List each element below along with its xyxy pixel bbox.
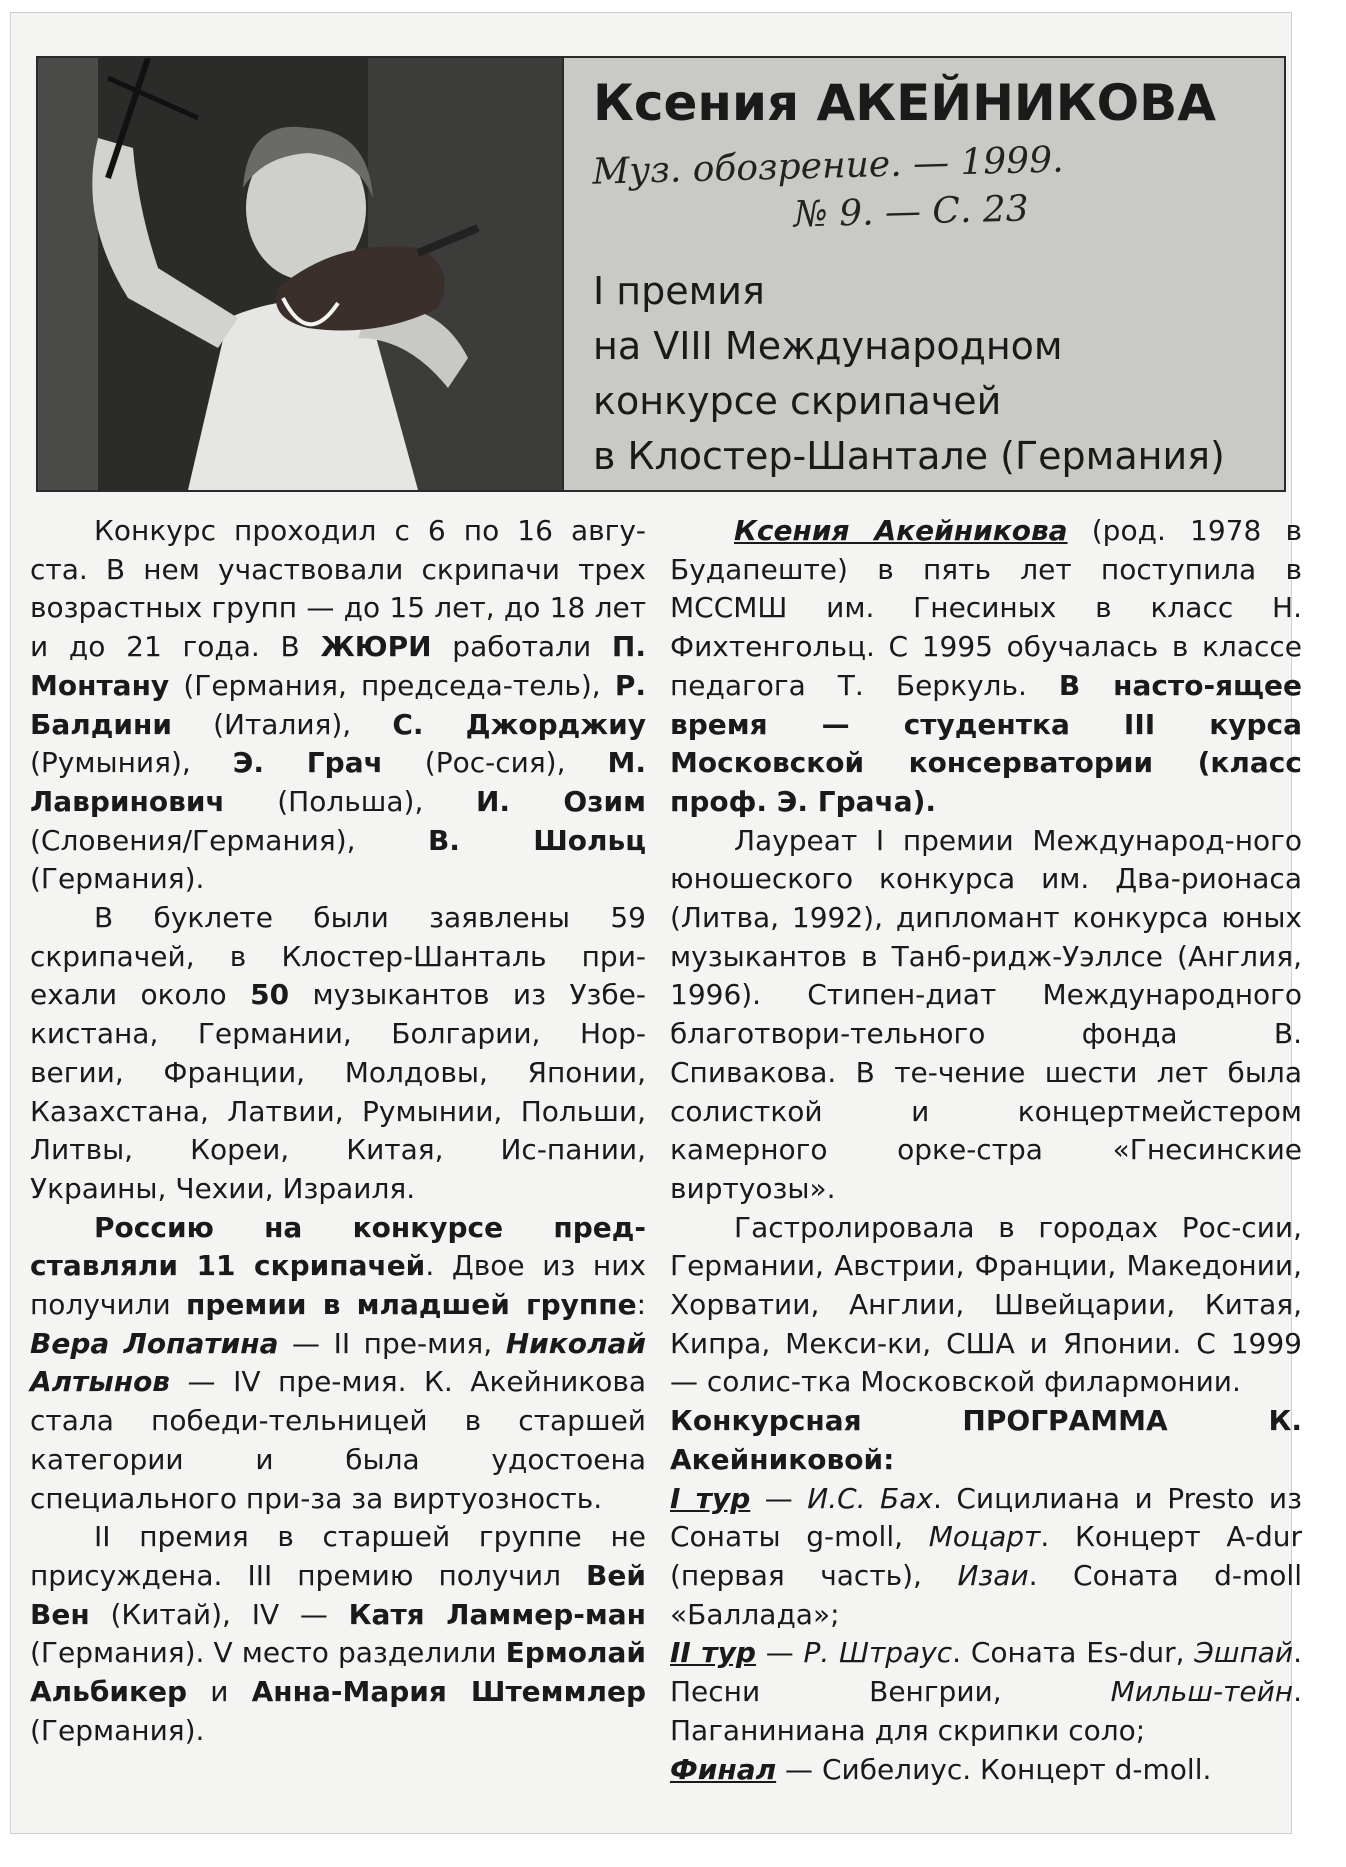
article-body: [30, 512, 1303, 1812]
paragraph-awards: Лауреат I премии Международ-ного юношеского конкурса им. Два-рионаса (Литва, 1992), дипломант конкурса юных музыкантов в Танб-ридж-Уэллсе (Англия, 1996). Стипен-диат Международного благотвори-тельного фонда В. Спивакова. В те-чение шести лет была солисткой и концертмейстером камерного орке-стра «Гнесинские виртуозы».: [670, 823, 1302, 1205]
program-final: Финал — Сибелиус. Концерт d-moll.: [670, 1752, 1212, 1786]
prize-line: в Клостер-Шантале (Германия): [593, 434, 1225, 478]
left-column: [30, 512, 646, 1751]
prize-line: на VIII Международном: [593, 324, 1063, 368]
handwritten-citation: [592, 131, 1264, 245]
citation-line-1: Муз. обозрение. — 1999.: [591, 139, 1065, 193]
prize-subtitle: [593, 264, 1263, 484]
program-tour-1: I тур — И.С. Бах. Сицилиана и Presto из Сонаты g-moll, Моцарт. Концерт A-dur (первая часть), Изаи. Соната d-moll «Баллада»;: [670, 1481, 1303, 1631]
prize-line: I премия: [593, 269, 765, 313]
header-text: [593, 72, 1263, 476]
violinist-photo: [38, 58, 564, 490]
violinist-illustration: [38, 58, 562, 490]
paragraph-russia: Россию на конкурсе пред-ставляли 11 скрипачей. Двое из них получили премии в младшей группе: Вера Лопатина — II пре-мия, Николай Алтынов — IV пре-мия. К. Акейникова стала победи-тельницей в старшей категории и была удостоена специального при-за за виртуозность.: [30, 1210, 647, 1515]
paragraph-participants: В буклете были заявлены 59 скрипачей, в Клостер-Шанталь при-ехали около 50 музыкантов из Узбе-кистана, Германии, Болгарии, Нор-вегии, Франции, Молдовы, Японии, Казахстана, Латвии, Румынии, Польши, Литвы, Кореи, Китая, Ис-пании, Украины, Чехии, Израиля.: [30, 901, 646, 1205]
artist-name: Ксения АКЕЙНИКОВА: [593, 74, 1216, 132]
paragraph-biography: Ксения Акейникова (род. 1978 в Будапеште) в пять лет поступила в МССМШ им. Гнесиных в класс Н. Фихтенгольц. С 1995 обучалась в классе педагога Т. Беркуль. В насто-ящее время — студентка III курса Московской консерватории (класс проф. Э. Грача).: [670, 514, 1302, 818]
program-title: Конкурсная ПРОГРАММА К. Акейниковой:: [670, 1404, 1302, 1476]
citation-line-2: № 9. — С. 23: [793, 188, 1030, 236]
program-tour-2: II тур — Р. Штраус. Соната Es-dur, Эшпай. Песни Венгрии, Мильш-тейн. Паганиниана для скрипки соло;: [670, 1636, 1303, 1747]
paragraph-competition: Конкурс проходил с 6 по 16 авгу- ста. В нем участвовали скрипачи трех возрастных групп — до 15 лет, до 18 лет и до 21 года. В ЖЮРИ работали П. Монтану (Германия, председа-тель), Р. Балдини (Италия), С. Джорджиу (Румыния), Э. Грач (Рос-сия), М. Лавринович (Польша), И. Озим (Словения/Германия), В. Шольц (Германия).: [30, 514, 647, 896]
right-column: [670, 512, 1302, 1789]
prize-line: конкурсе скрипачей: [593, 379, 1002, 423]
article-header: [36, 56, 1286, 492]
paragraph-results: II премия в старшей группе не присуждена. III премию получил Вей Вен (Китай), IV — Катя Ламмер-ман (Германия). V место разделили Ермолай Альбикер и Анна-Мария Штеммлер (Германия).: [30, 1520, 646, 1747]
paragraph-tours: Гастролировала в городах Рос-сии, Германии, Австрии, Франции, Македонии, Хорватии, Англии, Швейцарии, Китая, Кипра, Мекси-ки, США и Японии. С 1999 — солис-тка Московской филармонии.: [670, 1210, 1302, 1399]
